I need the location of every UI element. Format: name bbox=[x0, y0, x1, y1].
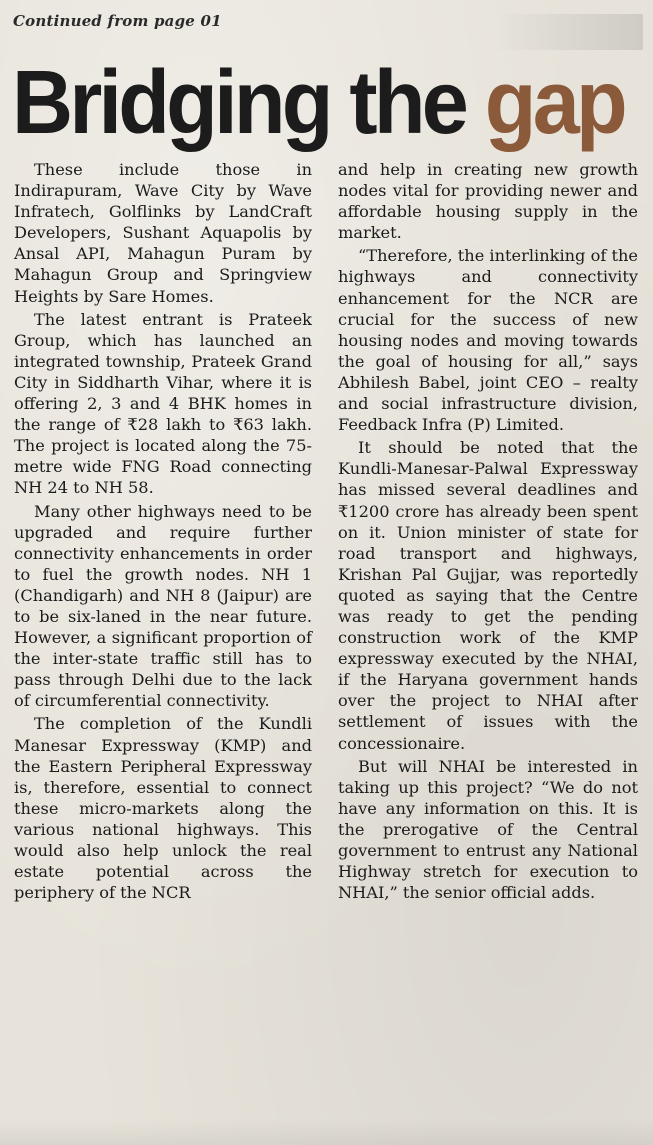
article-column-right bbox=[338, 159, 638, 905]
column-divider bbox=[324, 170, 325, 1110]
paragraph: It should be noted that the Kundli-Manesar-Palwal Expressway has missed several deadlines and ₹1200 crore has already been spent on it. Union minister of state for road transport and highways, Krishan Pal Gujjar, was reportedly quoted as saying that the Centre was ready to get the pending construction work of the KMP expressway executed by the NHAI, if the Haryana government hands over the project to NHAI after settlement of issues with the concessionaire. bbox=[338, 438, 638, 753]
continuation-kicker: Continued from page 01 bbox=[13, 12, 222, 30]
paragraph: These include those in Indirapuram, Wave City by Wave Infratech, Golflinks by LandCraft Developers, Sushant Aquapolis by Ansal API, Mahagun Puram by Mahagun Group and Springview Heights by Sare Homes. bbox=[14, 160, 312, 306]
headline-main: Bridging the bbox=[12, 53, 485, 153]
headline bbox=[12, 44, 624, 162]
headline-accent: gap bbox=[484, 53, 624, 153]
paragraph: The completion of the Kundli Manesar Expressway (KMP) and the Eastern Peripheral Expressway is, therefore, essential to connect these micro-markets along the various national highways. This would also help unlock the real estate potential across the periphery of the NCR bbox=[14, 714, 312, 903]
paragraph: and help in creating new growth nodes vital for providing newer and affordable housing supply in the market. bbox=[338, 160, 638, 243]
article-column-left bbox=[14, 159, 312, 905]
paragraph: But will NHAI be interested in taking up this project? “We do not have any information on this. It is the prerogative of the Central government to entrust any National Highway stretch for execution to NHAI,” the senior official adds. bbox=[338, 756, 638, 903]
bottom-edge-shadow bbox=[0, 1119, 653, 1145]
paragraph: “Therefore, the interlinking of the highways and connectivity enhancement for the NCR are crucial for the success of new housing nodes and moving towards the goal of housing for all,” says Abhilesh Babel, joint CEO – realty and social infrastructure division, Feedback Infra (P) Limited. bbox=[338, 246, 638, 435]
paragraph: Many other highways need to be upgraded and require further connectivity enhancements in order to fuel the growth nodes. NH 1 (Chandigarh) and NH 8 (Jaipur) are to be six-laned in the near future. However, a significant proportion of the inter-state traffic still has to pass through Delhi due to the lack of circumferential connectivity. bbox=[14, 501, 312, 711]
paragraph: The latest entrant is Prateek Group, which has launched an integrated township, Prateek Grand City in Siddharth Vihar, where it is offering 2, 3 and 4 BHK homes in the range of ₹28 lakh to ₹63 lakh. The project is located along the 75-metre wide FNG Road connecting NH 24 to NH 58. bbox=[14, 309, 312, 498]
